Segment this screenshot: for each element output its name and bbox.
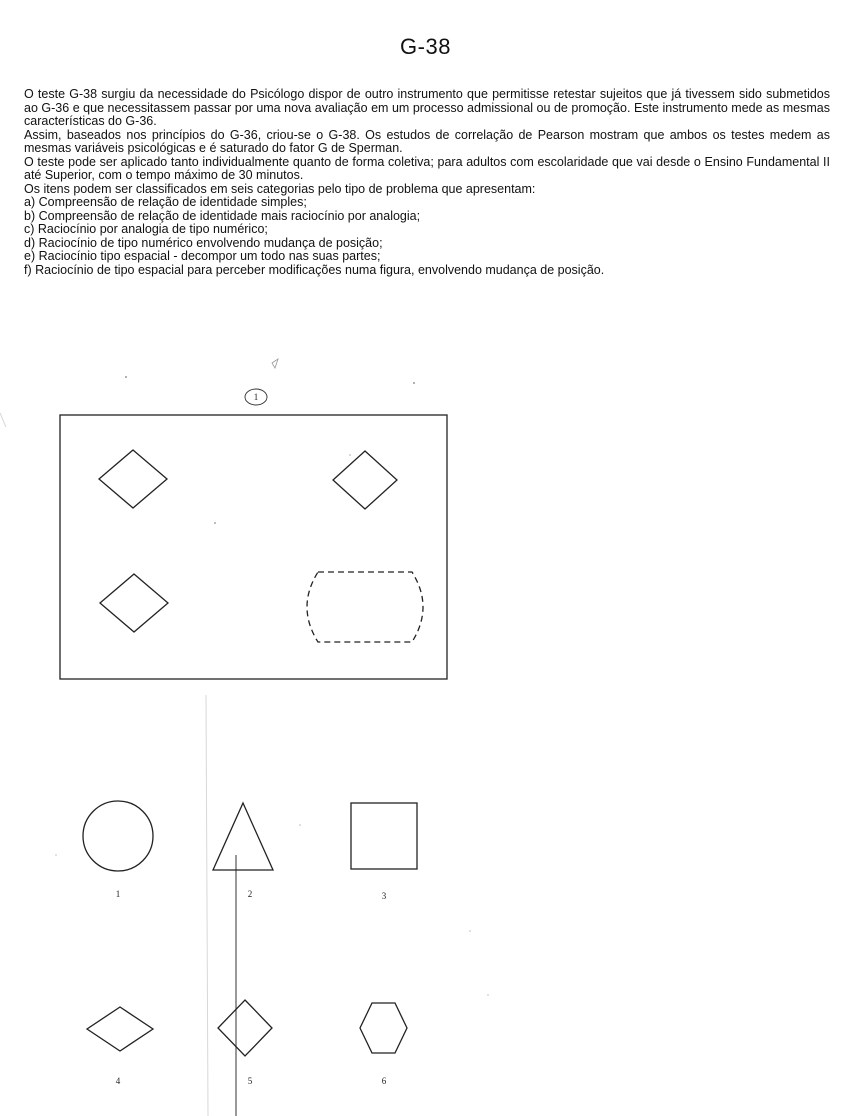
category-c: c) Raciocínio por analogia de tipo numérico;: [24, 222, 268, 236]
category-e: e) Raciocínio tipo espacial - decompor um todo nas suas partes;: [24, 249, 381, 263]
option-5-diamond[interactable]: [218, 1000, 272, 1056]
paragraph-categories-intro: Os itens podem ser classificados em seis categorias pelo tipo de problema que apresentam:: [24, 181, 536, 196]
option-1-number: 1: [115, 889, 121, 899]
option-4-number: 4: [115, 1076, 121, 1086]
intro-text: [24, 88, 830, 277]
category-b: b) Compreensão de relação de identidade mais raciocínio por analogia;: [24, 208, 421, 223]
question-number-badge: [245, 389, 267, 405]
option-4-flat-diamond[interactable]: [87, 1007, 153, 1051]
matrix-diamond-top-left: [99, 450, 167, 508]
option-3-number: 3: [381, 891, 387, 901]
option-5-number: 5: [247, 1076, 253, 1086]
answer-options: [83, 801, 417, 1056]
answer-placeholder: [307, 572, 423, 642]
paragraph-origin: O teste G-38 surgiu da necessidade do Psicólogo dispor de outro instrumento que permitisse retestar sujeitos que já tivessem sido submetidos ao G-36 e que necessitassem passar por uma nova avaliação em um processo admissional ou de promoção. Este instrumento mede as mesmas características do G-36.: [24, 87, 830, 128]
page-title: G-38: [400, 34, 451, 59]
matrix-frame: [60, 415, 447, 679]
question-number: 1: [253, 392, 259, 402]
category-d: d) Raciocínio de tipo numérico envolvendo mudança de posição;: [24, 235, 383, 250]
option-6-number: 6: [381, 1076, 387, 1086]
category-a: a) Compreensão de relação de identidade simples;: [24, 195, 307, 209]
matrix-diamond-top-right: [333, 451, 397, 509]
test-item-scan: [0, 355, 851, 1116]
problem-matrix: [60, 415, 447, 679]
option-numbers: [116, 889, 387, 1086]
paragraph-correlation: Assim, baseados nos princípios do G-36, criou-se o G-38. Os estudos de correlação de Pearson mostram que ambos os testes medem as mesmas variáveis psicológicas e é saturado do fator G de Sperman.: [24, 127, 830, 155]
scan-artifacts: [0, 359, 489, 1116]
paragraph-application: O teste pode ser aplicado tanto individualmente quanto de forma coletiva; para adultos com escolaridade que vai desde o Ensino Fundamental II até Superior, com o tempo máximo de 30 minutos.: [24, 154, 830, 182]
option-3-square[interactable]: [351, 803, 417, 869]
category-f: f) Raciocínio de tipo espacial para perceber modificações numa figura, envolvendo mudança de posição.: [24, 262, 605, 277]
option-2-number: 2: [247, 889, 253, 899]
option-2-triangle[interactable]: [213, 803, 273, 870]
option-6-hexagon[interactable]: [360, 1003, 407, 1053]
option-1-circle[interactable]: [83, 801, 153, 871]
matrix-diamond-bottom-left: [100, 574, 168, 632]
